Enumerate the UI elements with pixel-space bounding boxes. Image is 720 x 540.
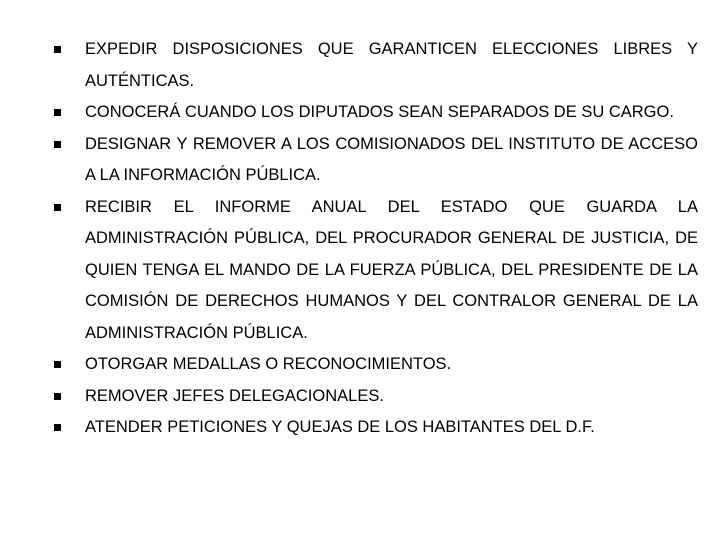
square-bullet-icon [54,424,61,431]
list-item [48,129,698,192]
list-item [48,349,698,381]
square-bullet-icon [54,204,61,211]
list-item-text: DESIGNAR Y REMOVER A LOS COMISIONADOS DEL INSTITUTO DE ACCESO A LA INFORMACIÓN PÚBLICA. [85,134,698,184]
list-item-text: RECIBIR EL INFORME ANUAL DEL ESTADO QUE GUARDA LA ADMINISTRACIÓN PÚBLICA, DEL PROCURADOR GENERAL DE JUSTICIA, DE QUIEN TENGA EL MANDO DE LA FUERZA PÚBLICA, DEL PRESIDENTE DE LA COMISIÓN DE DERECHOS HUMANOS Y DEL CONTRALOR GENERAL DE LA ADMINISTRACIÓN PÚBLICA. [85,197,698,342]
list-item [48,34,698,97]
square-bullet-icon [54,46,61,53]
bullet-list [48,34,698,444]
list-item-text: EXPEDIR DISPOSICIONES QUE GARANTICEN ELECCIONES LIBRES Y AUTÉNTICAS. [85,40,698,90]
list-item-text: CONOCERÁ CUANDO LOS DIPUTADOS SEAN SEPARADOS DE SU CARGO. [85,103,674,121]
list-item-text: REMOVER JEFES DELEGACIONALES. [85,386,384,405]
list-item-text: ATENDER PETICIONES Y QUEJAS DE LOS HABITANTES DEL D.F. [85,418,595,436]
list-item [48,97,698,129]
square-bullet-icon [54,141,61,148]
square-bullet-icon [54,393,61,400]
square-bullet-icon [54,109,61,116]
list-item [48,412,698,444]
list-item [48,381,698,413]
square-bullet-icon [54,361,61,368]
list-item [48,192,698,350]
list-item-text: OTORGAR MEDALLAS O RECONOCIMIENTOS. [85,355,452,373]
